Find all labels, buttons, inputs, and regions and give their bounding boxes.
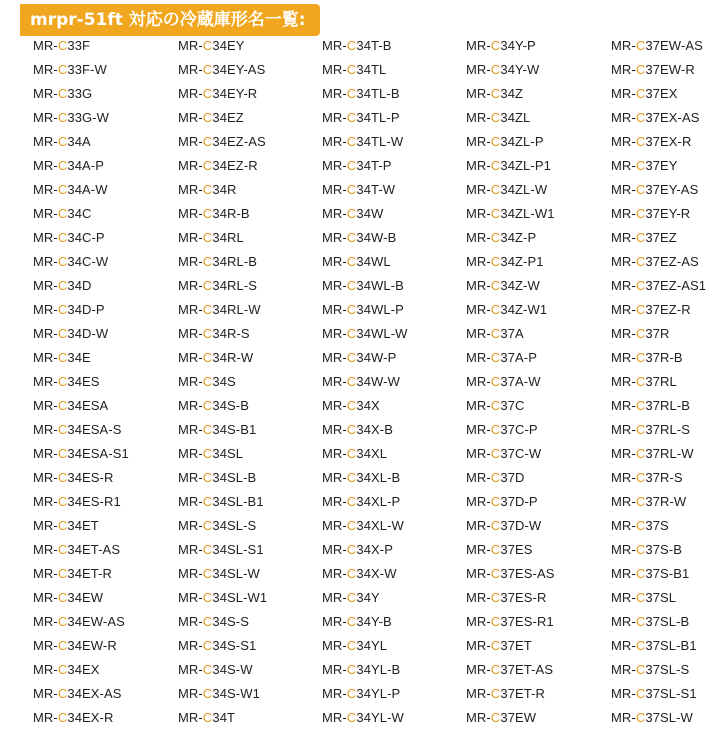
model-item: MR-C34YL-B <box>322 662 401 677</box>
model-item: MR-C34S <box>178 374 236 389</box>
model-item: MR-C34R-W <box>178 350 254 365</box>
model-item: MR-C37R-W <box>611 494 687 509</box>
model-item: MR-C34ET-R <box>33 566 113 581</box>
model-item: MR-C37R-B <box>611 350 683 365</box>
model-column-3 <box>322 38 462 734</box>
model-item: MR-C34D <box>33 278 92 293</box>
model-item: MR-C34RL-B <box>178 254 258 269</box>
model-item: MR-C34EX <box>33 662 100 677</box>
model-item: MR-C37EZ-R <box>611 302 691 317</box>
model-item: MR-C34Z <box>466 86 524 101</box>
model-item: MR-C37EW <box>466 710 537 725</box>
model-item: MR-C34YL <box>322 638 388 653</box>
model-item: MR-C34Y-W <box>466 62 540 77</box>
model-item: MR-C37C-W <box>466 446 542 461</box>
model-item: MR-C34SL <box>178 446 244 461</box>
model-item: MR-C34EZ-AS <box>178 134 266 149</box>
model-item: MR-C34ZL-W <box>466 182 548 197</box>
model-item: MR-C33F-W <box>33 62 107 77</box>
model-item: MR-C34Y-B <box>322 614 392 629</box>
model-item: MR-C34A <box>33 134 91 149</box>
model-item: MR-C34C-W <box>33 254 109 269</box>
model-item: MR-C33G-W <box>33 110 110 125</box>
model-item: MR-C34X <box>322 398 380 413</box>
model-item: MR-C37RL-W <box>611 446 694 461</box>
model-item: MR-C34S-S <box>178 614 249 629</box>
model-item: MR-C37SL-S <box>611 662 690 677</box>
model-item: MR-C34R <box>178 182 237 197</box>
model-item: MR-C34SL-B <box>178 470 257 485</box>
model-item: MR-C34D-P <box>33 302 105 317</box>
model-item: MR-C34ZL-P1 <box>466 158 551 173</box>
model-item: MR-C37ET-AS <box>466 662 554 677</box>
model-item: MR-C34S-W1 <box>178 686 260 701</box>
model-item: MR-C34XL <box>322 446 388 461</box>
model-item: MR-C34S-B <box>178 398 249 413</box>
model-column-5 <box>611 38 720 734</box>
model-item: MR-C37ES-AS <box>466 566 555 581</box>
model-item: MR-C34Z-P <box>466 230 537 245</box>
model-item: MR-C37A-W <box>466 374 541 389</box>
model-column-4 <box>466 38 606 734</box>
model-item: MR-C34EW-AS <box>33 614 125 629</box>
model-item: MR-C37RL-S <box>611 422 691 437</box>
model-item: MR-C34ES-R <box>33 470 114 485</box>
model-item: MR-C34Z-W1 <box>466 302 548 317</box>
model-item: MR-C37S-B <box>611 542 682 557</box>
model-item: MR-C37EZ-AS1 <box>611 278 707 293</box>
model-item: MR-C34ESA <box>33 398 109 413</box>
model-item: MR-C34RL-S <box>178 278 258 293</box>
model-item: MR-C34T <box>178 710 236 725</box>
model-item: MR-C34XL-B <box>322 470 401 485</box>
model-item: MR-C37SL-B1 <box>611 638 697 653</box>
model-item: MR-C34EZ-R <box>178 158 258 173</box>
model-item: MR-C34T-P <box>322 158 392 173</box>
model-item: MR-C37D-P <box>466 494 538 509</box>
model-item: MR-C34Y <box>322 590 380 605</box>
model-item: MR-C37EY-R <box>611 206 691 221</box>
model-item: MR-C34A-W <box>33 182 108 197</box>
model-item: MR-C37ET <box>466 638 532 653</box>
model-item: MR-C34RL <box>178 230 244 245</box>
model-item: MR-C37S <box>611 518 669 533</box>
model-item: MR-C34ESA-S <box>33 422 122 437</box>
model-item: MR-C34C-P <box>33 230 105 245</box>
model-item: MR-C34ES <box>33 374 100 389</box>
model-item: MR-C37EY-AS <box>611 182 699 197</box>
model-item: MR-C34SL-S <box>178 518 257 533</box>
model-item: MR-C34X-B <box>322 422 393 437</box>
model-item: MR-C34T-W <box>322 182 396 197</box>
model-item: MR-C37SL-S1 <box>611 686 697 701</box>
model-item: MR-C34W <box>322 206 384 221</box>
model-item: MR-C34W-P <box>322 350 397 365</box>
model-item: MR-C37EX-AS <box>611 110 700 125</box>
model-item: MR-C33F <box>33 38 91 53</box>
model-column-2 <box>178 38 318 734</box>
model-item: MR-C37S-B1 <box>611 566 690 581</box>
model-item: MR-C34WL-P <box>322 302 404 317</box>
model-item: MR-C34YL-W <box>322 710 404 725</box>
model-item: MR-C34SL-W1 <box>178 590 268 605</box>
model-item: MR-C37C-P <box>466 422 538 437</box>
model-item: MR-C34A-P <box>33 158 104 173</box>
model-item: MR-C34YL-P <box>322 686 401 701</box>
model-item: MR-C34R-B <box>178 206 250 221</box>
model-item: MR-C37ES <box>466 542 533 557</box>
model-item: MR-C37EZ <box>611 230 677 245</box>
model-item: MR-C34EX-R <box>33 710 114 725</box>
model-item: MR-C37ES-R <box>466 590 547 605</box>
model-item: MR-C34TL-P <box>322 110 400 125</box>
model-item: MR-C37EX-R <box>611 134 692 149</box>
model-item: MR-C34EX-AS <box>33 686 122 701</box>
model-item: MR-C34EZ <box>178 110 244 125</box>
model-item: MR-C37R <box>611 326 670 341</box>
model-item: MR-C34ESA-S1 <box>33 446 129 461</box>
model-item: MR-C34D-W <box>33 326 109 341</box>
model-item: MR-C34ZL-W1 <box>466 206 555 221</box>
model-item: MR-C37SL-W <box>611 710 693 725</box>
model-item: MR-C37R-S <box>611 470 683 485</box>
model-item: MR-C34S-S1 <box>178 638 257 653</box>
model-item: MR-C34Z-W <box>466 278 540 293</box>
model-item: MR-C34C <box>33 206 92 221</box>
model-item: MR-C37RL <box>611 374 677 389</box>
model-item: MR-C34TL <box>322 62 387 77</box>
model-item: MR-C34WL <box>322 254 391 269</box>
model-item: MR-C34ES-R1 <box>33 494 121 509</box>
model-column-1 <box>33 38 173 734</box>
model-item: MR-C37ET-R <box>466 686 546 701</box>
model-item: MR-C34EW <box>33 590 104 605</box>
model-item: MR-C34Z-P1 <box>466 254 544 269</box>
model-item: MR-C34RL-W <box>178 302 261 317</box>
model-item: MR-C37EZ-AS <box>611 254 699 269</box>
model-item: MR-C37SL-B <box>611 614 690 629</box>
model-item: MR-C37A-P <box>466 350 537 365</box>
model-item: MR-C34W-W <box>322 374 400 389</box>
model-item: MR-C37RL-B <box>611 398 691 413</box>
model-item: MR-C34ET-AS <box>33 542 121 557</box>
model-item: MR-C34XL-W <box>322 518 404 533</box>
model-item: MR-C34XL-P <box>322 494 401 509</box>
model-item: MR-C37ES-R1 <box>466 614 554 629</box>
model-item: MR-C37D-W <box>466 518 542 533</box>
model-item: MR-C37EY <box>611 158 678 173</box>
model-item: MR-C34ZL <box>466 110 531 125</box>
model-item: MR-C37EX <box>611 86 678 101</box>
model-item: MR-C34SL-W <box>178 566 260 581</box>
model-item: MR-C34EY <box>178 38 245 53</box>
model-item: MR-C34TL-B <box>322 86 400 101</box>
model-item: MR-C34S-B1 <box>178 422 257 437</box>
page-title: mrpr-51ft 対応の冷蔵庫形名一覧: <box>20 4 320 36</box>
model-item: MR-C34EY-AS <box>178 62 266 77</box>
model-item: MR-C37C <box>466 398 525 413</box>
model-item: MR-C34Y-P <box>466 38 536 53</box>
model-item: MR-C34SL-B1 <box>178 494 264 509</box>
model-item: MR-C33G <box>33 86 93 101</box>
model-item: MR-C34TL-W <box>322 134 404 149</box>
model-item: MR-C37EW-AS <box>611 38 703 53</box>
model-item: MR-C34W-B <box>322 230 397 245</box>
model-item: MR-C37SL <box>611 590 677 605</box>
model-item: MR-C34ET <box>33 518 99 533</box>
model-item: MR-C34X-P <box>322 542 393 557</box>
model-item: MR-C34WL-W <box>322 326 408 341</box>
model-item: MR-C34S-W <box>178 662 253 677</box>
model-item: MR-C34E <box>33 350 91 365</box>
model-item: MR-C34R-S <box>178 326 250 341</box>
model-item: MR-C34T-B <box>322 38 392 53</box>
model-item: MR-C34SL-S1 <box>178 542 264 557</box>
model-item: MR-C37A <box>466 326 524 341</box>
model-item: MR-C34EY-R <box>178 86 258 101</box>
model-item: MR-C34ZL-P <box>466 134 544 149</box>
model-item: MR-C34WL-B <box>322 278 404 293</box>
model-item: MR-C34EW-R <box>33 638 117 653</box>
model-item: MR-C34X-W <box>322 566 397 581</box>
model-item: MR-C37D <box>466 470 525 485</box>
model-item: MR-C37EW-R <box>611 62 695 77</box>
